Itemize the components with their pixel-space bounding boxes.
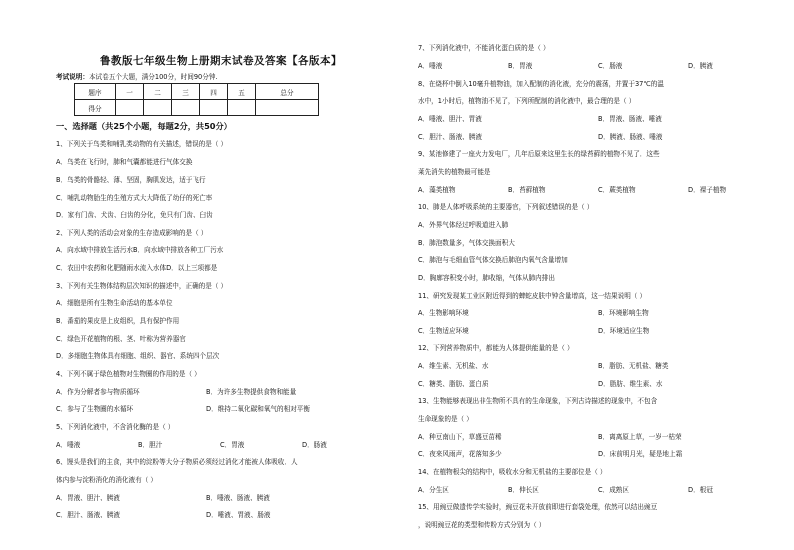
option-item: A．生物影响环境: [418, 309, 469, 317]
option-item: D．环境适应生物: [598, 327, 650, 335]
option-line: B．番茄的果皮是上皮组织，具有保护作用: [56, 317, 180, 325]
score-header-cell: 一: [116, 84, 144, 100]
option-item: B．胃液、肠液、唾液: [598, 115, 662, 123]
option-item: C．夜来风雨声，花落知多少: [418, 450, 502, 458]
page-title: 鲁教版七年级生物上册期末试卷及答案【各版本】: [100, 55, 342, 67]
option-line: D．家有门齿、犬齿、臼齿的分化，免只有门齿、臼齿: [56, 211, 213, 219]
option-item: C．肠液: [598, 62, 623, 70]
question-line: 14、在植物根尖的结构中，吸收水分和无机盐的主要部位是（ ）: [418, 468, 607, 476]
score-table-header-row: [75, 84, 319, 100]
option-item: D．根冠: [688, 486, 713, 494]
option-line: B．鸟类的骨骼轻、薄、坚固，胸肌发达，适于飞行: [56, 176, 206, 184]
question-line: 生命现象的是（ ）: [418, 415, 473, 423]
score-cell[interactable]: [256, 100, 319, 116]
question-line: 10、肺是人体呼吸系统的主要器官，下列叙述错误的是（ ）: [418, 203, 594, 211]
question-line: 11、研究发现某工业区附近得到的蜱蛇皮肤中钟含量增高，这一结果说明（ ）: [418, 292, 647, 300]
question-line: 7、下列消化液中，不能消化蛋白质的是（ ）: [418, 44, 550, 52]
question-line: 13、生物能够表现出非生物所不具有的生命现象，下列古诗描述的现象中，不包含: [418, 397, 658, 405]
notice-label: 考试说明：: [56, 73, 89, 81]
score-cell[interactable]: [116, 100, 144, 116]
option-item: D．床前明月光，疑是地上霜: [598, 450, 683, 458]
option-item: B．为许多生物提供食物和能量: [206, 388, 297, 396]
score-header-cell: 三: [172, 84, 200, 100]
option-item: B．苔藓植物: [508, 186, 546, 194]
option-line: D．多细胞生物体具有细胞、组织、器官、系统四个层次: [56, 352, 220, 360]
option-line: A．细胞是所有生物生命活动的基本单位: [56, 299, 173, 307]
option-item: D．裸子植物: [688, 186, 727, 194]
option-line: C．农田中农药和化肥随雨水流入水体D．以上三项都是: [56, 264, 218, 272]
option-item: D．脂肪、维生素、水: [598, 380, 663, 388]
score-header-cell: 五: [228, 84, 256, 100]
option-item: A．种豆南山下，草盛豆苗稀: [418, 433, 502, 441]
option-item: A．藻类植物: [418, 186, 456, 194]
question-line: 15、用豌豆做遗传学实验时，豌豆花未开放前即进行套袋处理，依然可以结出豌豆: [418, 503, 658, 511]
option-item: D．肠液: [302, 441, 327, 449]
option-item: B．唾液、肠液、胰液: [206, 494, 270, 502]
option-item: C．成熟区: [598, 486, 629, 494]
score-table: [74, 83, 319, 116]
notice-text: 本试卷五个大题，满分100分，时间90分钟.: [88, 73, 218, 81]
option-item: D．维持二氧化碳和氧气的相对平衡: [206, 405, 310, 413]
option-line: A．鸟类在飞行时，肺和气囊都能进行气体交换: [56, 158, 193, 166]
score-row-label: 得分: [75, 100, 116, 116]
score-header-cell: 总分: [256, 84, 319, 100]
question-line: 6、馒头是我们的主食，其中的淀粉等大分子物质必须经过消化才能被人体吸收．人: [56, 458, 298, 466]
option-item: A．胃液、胆汁、胰液: [56, 494, 120, 502]
question-line: 8、在烧杯中倒入10毫升植物油，加入配制的消化液，充分的震荡，并置于37℃的温: [418, 80, 664, 88]
option-item: A．唾液: [56, 441, 81, 449]
option-item: A．分生区: [418, 486, 449, 494]
option-item: C．胆汁、肠液、胰液: [418, 133, 482, 141]
question-line: 1、下列关于鸟类和哺乳类动物的有关描述，错误的是（ ）: [56, 140, 228, 148]
option-item: B．胃液: [508, 62, 533, 70]
option-line: C．肺泡与毛细血管气体交换后肺泡内氧气含量增加: [418, 256, 568, 264]
option-line: B．肺泡数量多，气体交换面积大: [418, 239, 515, 247]
option-line: A．外界气体经过呼吸道进入肺: [418, 221, 509, 229]
option-item: B．离离原上草，一岁一枯荣: [598, 433, 682, 441]
exam-notice: [56, 71, 218, 81]
question-line: 12、下列营养物质中，都能为人体提供能量的是（ ）: [418, 344, 574, 352]
score-header-cell: 二: [144, 84, 172, 100]
option-line: A．向水域中排放生活污水B．向水域中排放各种工厂污水: [56, 246, 224, 254]
section-heading: 一、选择题（共25个小题，每题2分，共50分）: [56, 121, 232, 131]
option-line: D．胸廓容积变小时，肺收缩，气体从肺内排出: [418, 274, 555, 282]
score-header-cell: 题序: [75, 84, 116, 100]
option-item: C．胃液: [220, 441, 245, 449]
option-line: C．哺乳动物胎生的生殖方式大大降低了幼仔的死亡率: [56, 194, 213, 202]
question-line: 莱先消失的植物最可能是: [418, 168, 491, 176]
option-item: C．胆汁、肠液、胰液: [56, 511, 120, 519]
question-line: ，说明豌豆花的类型和传粉方式分别为（ ）: [418, 521, 546, 529]
option-item: A．唾液: [418, 62, 443, 70]
option-item: D．胰液、肠液、唾液: [598, 133, 663, 141]
option-item: B．环境影响生物: [598, 309, 649, 317]
option-item: B．伸长区: [508, 486, 539, 494]
option-item: B．脂肪、无机盐、糖类: [598, 362, 669, 370]
option-item: C．糖类、脂肪、蛋白质: [418, 380, 489, 388]
question-line: 2、下列人类的活动会对象的生存造成影响的是（ ）: [56, 229, 208, 237]
question-line: 4、下列不属于绿色植物对生物圈的作用的是（ ）: [56, 370, 201, 378]
score-header-cell: 四: [200, 84, 228, 100]
question-line: 体内参与淀粉消化的消化液有（ ）: [56, 476, 158, 484]
score-cell[interactable]: [144, 100, 172, 116]
option-item: A．唾液、胆汁、胃液: [418, 115, 482, 123]
question-line: 5、下列消化液中，不含消化酶的是（ ）: [56, 423, 175, 431]
question-line: 3、下列有关生物体结构层次知识的描述中，正确的是（ ）: [56, 282, 228, 290]
option-item: A．作为分解者参与物质循环: [56, 388, 140, 396]
option-item: A．维生素、无机盐、水: [418, 362, 489, 370]
score-cell[interactable]: [172, 100, 200, 116]
question-line: 9、某池修建了一座火力发电厂，几年后原来这里生长的绿苔藓的植物不见了．这些: [418, 150, 660, 158]
score-cell[interactable]: [228, 100, 256, 116]
option-item: D．唾液、胃液、肠液: [206, 511, 271, 519]
option-item: C．生物适应环境: [418, 327, 469, 335]
option-line: C．绿色开花植物的根、茎、叶称为营养器官: [56, 335, 186, 343]
question-line: 水中，1小时后，植物油不见了，下列所配制的消化液中，最合理的是（ ）: [418, 97, 636, 105]
score-table-score-row: [75, 100, 319, 116]
option-item: B．胆汁: [138, 441, 163, 449]
score-cell[interactable]: [200, 100, 228, 116]
option-item: C．蕨类植物: [598, 186, 636, 194]
option-item: D．胰液: [688, 62, 713, 70]
option-item: C．参与了生物圈的水循环: [56, 405, 134, 413]
